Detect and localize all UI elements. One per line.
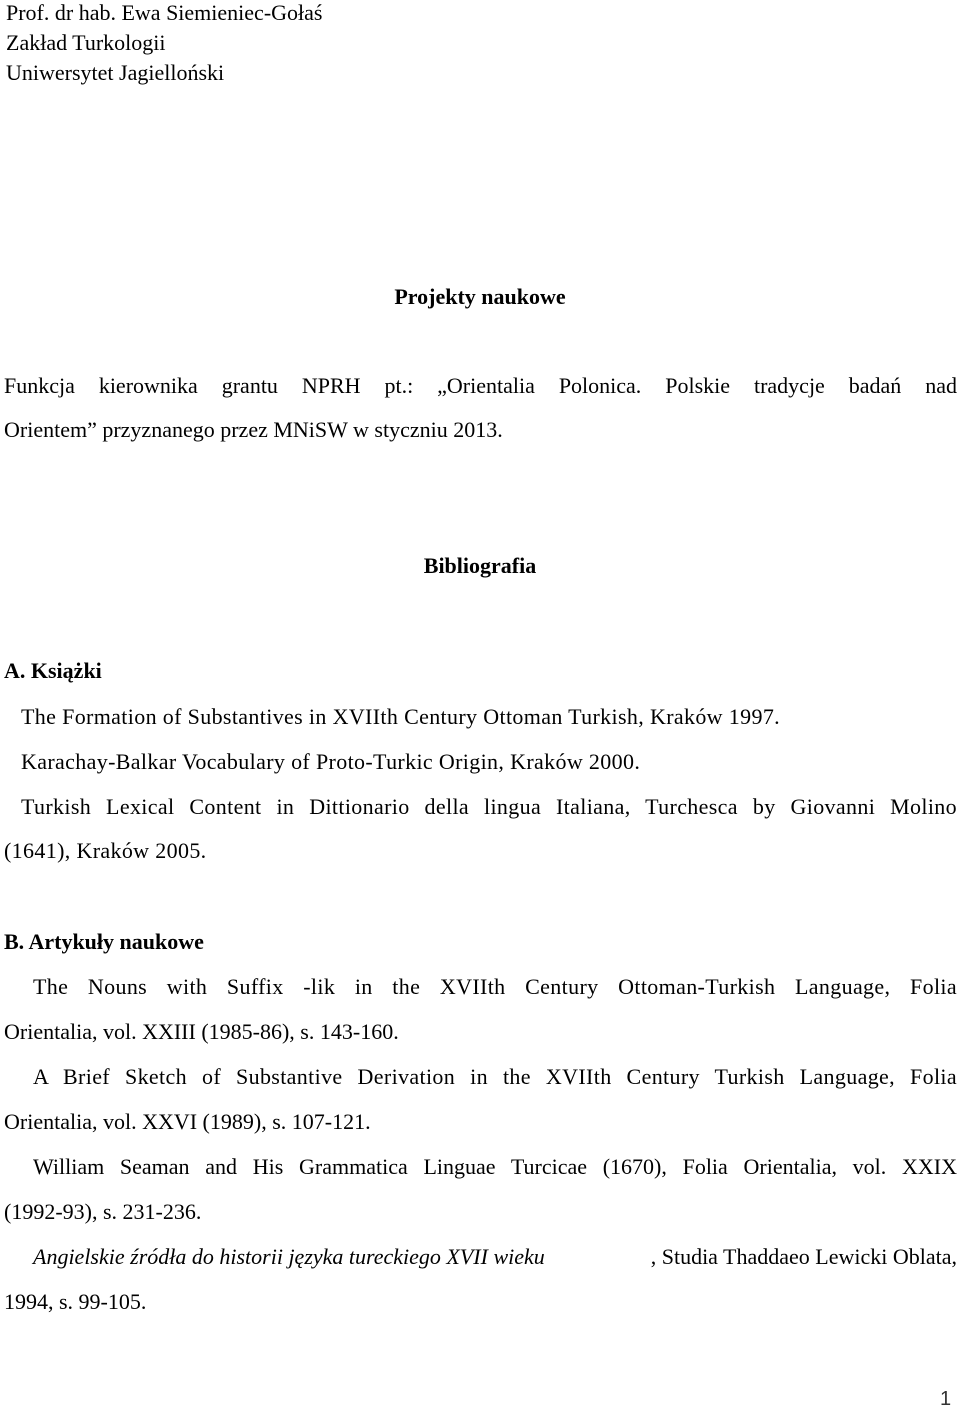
book-item-3-line-2: (1641), Kraków 2005. <box>4 838 207 863</box>
book-item-3-line-1: Turkish Lexical Content in Dittionario della lingua Italiana, Turchesca by Giovanni Molino <box>21 794 957 819</box>
article-item-3-line-2: (1992-93), s. 231-236. <box>4 1199 202 1224</box>
article-item-2-line-2: Orientalia, vol. XXVI (1989), s. 107-121. <box>4 1109 371 1134</box>
bibliography-heading: Bibliografia <box>423 553 537 578</box>
university-name: Uniwersytet Jagielloński <box>6 60 225 85</box>
article-item-3-line-1: William Seaman and His Grammatica Linguae Turcicae (1670), Folia Orientalia, vol. XXIX <box>33 1154 957 1179</box>
article-item-2-line-1: A Brief Sketch of Substantive Derivation in the XVIIth Century Turkish Language, Folia <box>33 1064 957 1089</box>
projects-heading: Projekty naukowe <box>394 284 566 309</box>
book-item-2: Karachay-Balkar Vocabulary of Proto-Turkic Origin, Kraków 2000. <box>21 749 641 774</box>
book-item-1: The Formation of Substantives in XVIIth Century Ottoman Turkish, Kraków 1997. <box>21 704 781 729</box>
project-line-1: Funkcja kierownika grantu NPRH pt.: „Orientalia Polonica. Polskie tradycje badań nad <box>4 373 957 398</box>
project-line-2: Orientem” przyznanego przez MNiSW w styczniu 2013. <box>4 417 503 442</box>
article-item-4-line-1 <box>33 1244 957 1270</box>
article-item-4-venue: , Studia Thaddaeo Lewicki Oblata, <box>650 1244 957 1269</box>
books-heading: A. Książki <box>4 658 102 683</box>
article-item-1-line-1: The Nouns with Suffix -lik in the XVIIth Century Ottoman-Turkish Language, Folia <box>33 974 957 999</box>
article-item-4-line-2: 1994, s. 99-105. <box>4 1289 147 1314</box>
articles-heading: B. Artykuły naukowe <box>4 929 204 954</box>
department-name: Zakład Turkologii <box>6 30 166 55</box>
article-item-4-title: Angielskie źródła do historii języka tureckiego XVII wieku <box>33 1244 545 1269</box>
article-item-1-line-2: Orientalia, vol. XXIII (1985-86), s. 143-160. <box>4 1019 399 1044</box>
page-number: 1 <box>940 1388 952 1410</box>
author-name: Prof. dr hab. Ewa Siemieniec-Gołaś <box>6 0 323 25</box>
